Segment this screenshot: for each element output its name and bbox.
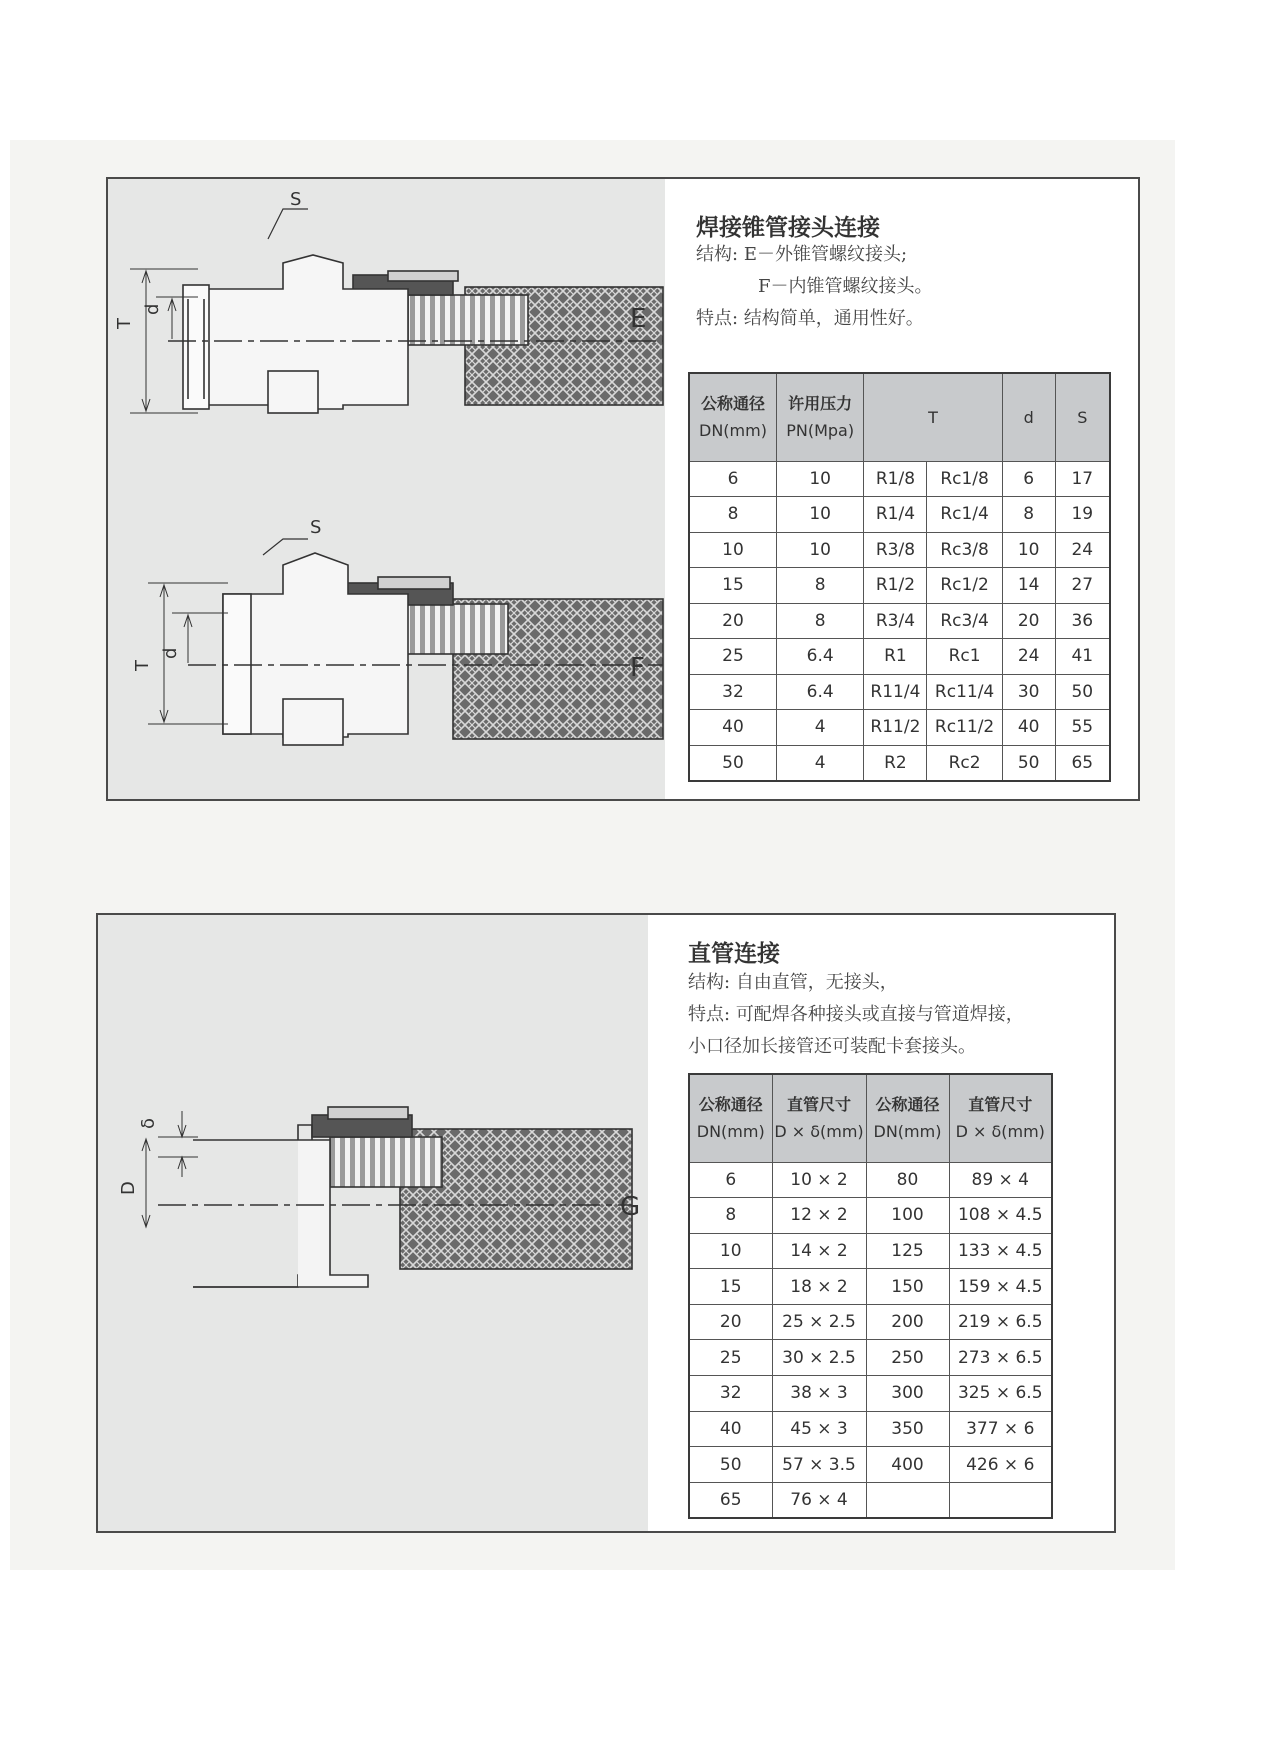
cell-rc: Rc1/8: [927, 461, 1002, 497]
cell-dn: 25: [689, 639, 776, 675]
table-row: [689, 639, 1110, 675]
cell-dn-1: 15: [689, 1269, 772, 1305]
cell-size-1: 76 × 4: [772, 1482, 866, 1518]
cell-d: 20: [1002, 603, 1055, 639]
fitting-e-label: E: [630, 304, 647, 334]
fitting-e-t-label: T: [114, 318, 135, 329]
cell-size-2: [949, 1482, 1052, 1518]
spec-table-welded-cone: [688, 372, 1111, 782]
fitting-f-drawing: [148, 539, 663, 745]
cell-dn-2: 250: [866, 1340, 949, 1376]
cell-size-1: 45 × 3: [772, 1411, 866, 1447]
cell-size-1: 10 × 2: [772, 1162, 866, 1198]
cell-dn: 20: [689, 603, 776, 639]
cell-dn-1: 40: [689, 1411, 772, 1447]
structure-text: 自由直管，无接头，: [735, 972, 898, 993]
cell-dn: 10: [689, 532, 776, 568]
cell-pn: 6.4: [776, 674, 863, 710]
cell-r: R11/2: [864, 710, 927, 746]
feature-label: 特点:: [688, 1004, 731, 1025]
cell-pn: 8: [776, 568, 863, 604]
cell-r: R1/2: [864, 568, 927, 604]
cell-dn: 32: [689, 674, 776, 710]
fitting-f-s-label: S: [310, 517, 322, 538]
cell-size-2: 426 × 6: [949, 1447, 1052, 1483]
cell-pn: 8: [776, 603, 863, 639]
cell-dn-2: 100: [866, 1198, 949, 1234]
cell-size-2: 273 × 6.5: [949, 1340, 1052, 1376]
straight-pipe-g-label: G: [620, 1192, 641, 1222]
cell-d: 30: [1002, 674, 1055, 710]
header-t: T: [864, 373, 1002, 461]
cell-pn: 10: [776, 461, 863, 497]
feature-text-2: 小口径加长接管还可装配卡套接头。: [688, 1036, 976, 1057]
fitting-e-d-label: d: [142, 303, 163, 315]
cell-dn: 50: [689, 745, 776, 781]
header-size-2: 直管尺寸 D × δ(mm): [949, 1074, 1052, 1162]
cell-dn-1: 32: [689, 1376, 772, 1412]
table-row: [689, 1482, 1052, 1518]
cell-s: 36: [1055, 603, 1110, 639]
section-description-bottom: [688, 967, 1024, 1063]
table-row: [689, 1447, 1052, 1483]
structure-line-e: E－外锥管螺纹接头;: [743, 244, 908, 265]
cell-dn-2: 125: [866, 1233, 949, 1269]
structure-line-f: F－内锥管螺纹接头。: [758, 276, 933, 297]
cell-d: 6: [1002, 461, 1055, 497]
cell-r: R1/8: [864, 461, 927, 497]
spec-table-straight-pipe: [688, 1073, 1053, 1519]
cell-dn-1: 8: [689, 1198, 772, 1234]
table-row: [689, 532, 1110, 568]
cell-s: 24: [1055, 532, 1110, 568]
cell-dn-2: 80: [866, 1162, 949, 1198]
cell-d: 24: [1002, 639, 1055, 675]
table-row: [689, 1269, 1052, 1305]
header-d: d: [1002, 373, 1055, 461]
cell-r: R3/4: [864, 603, 927, 639]
table-row: [689, 1162, 1052, 1198]
cell-dn-2: 150: [866, 1269, 949, 1305]
feature-label: 特点:: [696, 308, 739, 329]
top-connection-diagram: [108, 179, 768, 799]
cell-r: R1/4: [864, 497, 927, 533]
cell-dn-1: 65: [689, 1482, 772, 1518]
structure-label: 结构:: [688, 972, 731, 993]
section-title-welded-cone: 焊接锥管接头连接: [696, 215, 880, 241]
cell-dn-1: 20: [689, 1304, 772, 1340]
table-row: [689, 710, 1110, 746]
cell-dn: 8: [689, 497, 776, 533]
cell-rc: Rc1: [927, 639, 1002, 675]
straight-pipe-drawing: [142, 1107, 632, 1287]
cell-s: 41: [1055, 639, 1110, 675]
table-row: [689, 568, 1110, 604]
section-description-top: [696, 239, 933, 335]
cell-dn-2: [866, 1482, 949, 1518]
cell-size-2: 325 × 6.5: [949, 1376, 1052, 1412]
straight-pipe-diagram: [98, 915, 758, 1531]
cell-r: R3/8: [864, 532, 927, 568]
cell-d: 10: [1002, 532, 1055, 568]
fitting-e-drawing: [130, 209, 663, 413]
cell-dn-2: 200: [866, 1304, 949, 1340]
table-row: [689, 603, 1110, 639]
table-row: [689, 1340, 1052, 1376]
cell-size-2: 159 × 4.5: [949, 1269, 1052, 1305]
table-row: [689, 1411, 1052, 1447]
bottom-panel: [96, 913, 1116, 1533]
header-dn: 公称通径 DN(mm): [689, 373, 776, 461]
table-row: [689, 1376, 1052, 1412]
feature-text: 结构简单，通用性好。: [743, 308, 924, 329]
table-row: [689, 674, 1110, 710]
cell-rc: Rc11/2: [927, 710, 1002, 746]
header-s: S: [1055, 373, 1110, 461]
cell-d: 50: [1002, 745, 1055, 781]
table-row: [689, 461, 1110, 497]
cell-rc: Rc3/4: [927, 603, 1002, 639]
cell-d: 8: [1002, 497, 1055, 533]
cell-size-2: 89 × 4: [949, 1162, 1052, 1198]
feature-text: 可配焊各种接头或直接与管道焊接，: [735, 1004, 1024, 1025]
cell-dn-1: 25: [689, 1340, 772, 1376]
cell-pn: 10: [776, 532, 863, 568]
header-dn-2: 公称通径 DN(mm): [866, 1074, 949, 1162]
cell-s: 55: [1055, 710, 1110, 746]
cell-d: 40: [1002, 710, 1055, 746]
cell-dn: 15: [689, 568, 776, 604]
cell-rc: Rc1/4: [927, 497, 1002, 533]
header-pn: 许用压力 PN(Mpa): [776, 373, 863, 461]
table-row: [689, 1198, 1052, 1234]
cell-s: 27: [1055, 568, 1110, 604]
cell-dn-2: 400: [866, 1447, 949, 1483]
cell-size-1: 18 × 2: [772, 1269, 866, 1305]
cell-r: R1: [864, 639, 927, 675]
cell-r: R2: [864, 745, 927, 781]
cell-s: 17: [1055, 461, 1110, 497]
table-row: [689, 1233, 1052, 1269]
cell-s: 19: [1055, 497, 1110, 533]
cell-r: R11/4: [864, 674, 927, 710]
cell-size-1: 12 × 2: [772, 1198, 866, 1234]
table-row: [689, 1304, 1052, 1340]
cell-pn: 6.4: [776, 639, 863, 675]
cell-dn-1: 6: [689, 1162, 772, 1198]
cell-size-1: 14 × 2: [772, 1233, 866, 1269]
fitting-f-t-label: T: [132, 660, 153, 671]
cell-s: 50: [1055, 674, 1110, 710]
cell-s: 65: [1055, 745, 1110, 781]
cell-size-2: 377 × 6: [949, 1411, 1052, 1447]
cell-pn: 10: [776, 497, 863, 533]
delta-label: δ: [138, 1117, 159, 1129]
cell-size-2: 108 × 4.5: [949, 1198, 1052, 1234]
cell-size-1: 30 × 2.5: [772, 1340, 866, 1376]
cell-dn-1: 50: [689, 1447, 772, 1483]
cell-size-1: 25 × 2.5: [772, 1304, 866, 1340]
cell-dn: 40: [689, 710, 776, 746]
cell-dn: 6: [689, 461, 776, 497]
cell-dn-2: 350: [866, 1411, 949, 1447]
cell-size-2: 219 × 6.5: [949, 1304, 1052, 1340]
table-row: [689, 497, 1110, 533]
cell-dn-2: 300: [866, 1376, 949, 1412]
cell-rc: Rc1/2: [927, 568, 1002, 604]
structure-label: 结构:: [696, 244, 739, 265]
cell-rc: Rc2: [927, 745, 1002, 781]
cell-size-2: 133 × 4.5: [949, 1233, 1052, 1269]
cell-pn: 4: [776, 745, 863, 781]
fitting-f-d-label: d: [160, 647, 181, 659]
cell-dn-1: 10: [689, 1233, 772, 1269]
header-size-1: 直管尺寸 D × δ(mm): [772, 1074, 866, 1162]
header-dn-1: 公称通径 DN(mm): [689, 1074, 772, 1162]
cell-pn: 4: [776, 710, 863, 746]
section-title-straight-pipe: 直管连接: [688, 941, 780, 967]
cell-size-1: 57 × 3.5: [772, 1447, 866, 1483]
top-panel: [106, 177, 1140, 801]
cell-size-1: 38 × 3: [772, 1376, 866, 1412]
fitting-e-s-label: S: [290, 189, 302, 210]
cell-rc: Rc3/8: [927, 532, 1002, 568]
fitting-f-label: F: [630, 653, 645, 683]
diameter-d-label: D: [118, 1181, 139, 1195]
table-row: [689, 745, 1110, 781]
cell-d: 14: [1002, 568, 1055, 604]
cell-rc: Rc11/4: [927, 674, 1002, 710]
